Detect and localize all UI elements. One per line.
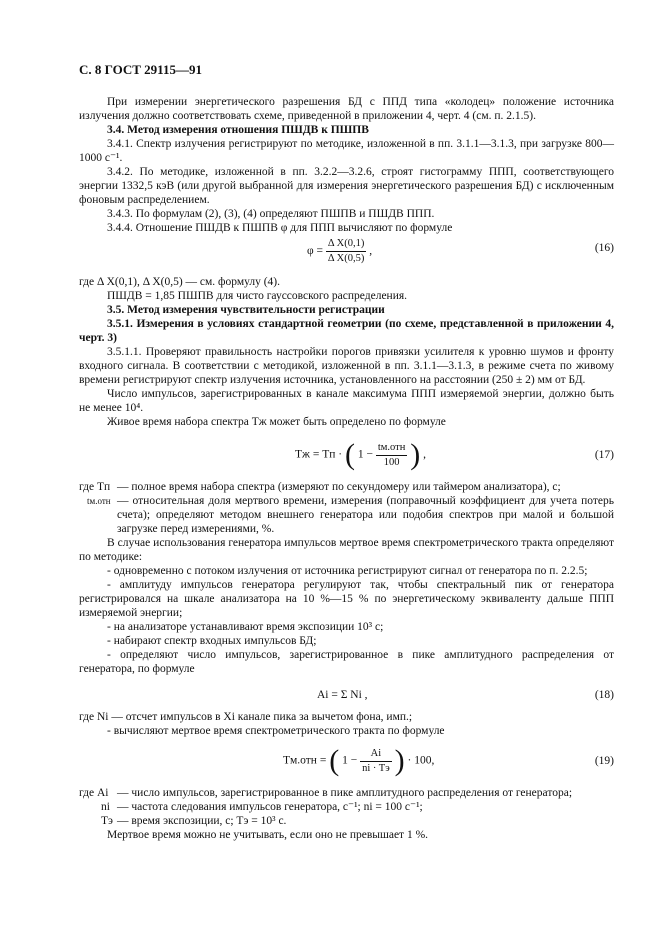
eq16-numerator: Δ X(0,1) xyxy=(326,237,367,252)
eq16-lhs: φ = xyxy=(307,245,323,258)
eq18-number: (18) xyxy=(594,689,614,701)
eq17-lhs: Tж = Tп · xyxy=(295,448,343,461)
paragraph-live: Живое время набора спектра Tж может быть определено по формуле xyxy=(107,416,446,428)
eq17-paren-open: ( xyxy=(344,438,355,471)
eq19-one: 1 − xyxy=(342,754,358,767)
paragraph-3-4-4: 3.4.4. Отношение ПШДВ к ПШПВ φ для ППП вычисляют по формуле xyxy=(107,222,453,234)
text-block-2 xyxy=(79,275,614,429)
eq16-denominator: Δ X(0,5) xyxy=(327,253,365,264)
eq17-denominator: 100 xyxy=(383,456,400,468)
definition-te xyxy=(79,814,614,828)
paragraph-3-4-3: 3.4.3. По формулам (2), (3), (4) определяют ПШПВ и ПШДВ ППП. xyxy=(107,208,435,220)
def-te-symbol: Tэ xyxy=(101,815,113,827)
def-ni-text: — частота следования импульсов генератора, с⁻¹; ni = 100 с⁻¹; xyxy=(117,801,423,813)
eq19-fraction xyxy=(360,747,392,776)
definition-ai xyxy=(79,786,614,800)
def-ai-text: — число импульсов, зарегистрированное в пике амплитудного распределения от генератора; xyxy=(117,787,573,799)
eq19-paren-open: ( xyxy=(329,744,340,777)
eq18-text: Ai = Σ Ni , xyxy=(317,689,368,701)
list-item: - на анализаторе устанавливают время экспозиции 10³ с; xyxy=(107,621,384,633)
def-tp-text: — полное время набора спектра (измеряют по секундомеру или таймером анализатора), с; xyxy=(117,481,561,493)
eq17-one: 1 − xyxy=(357,448,373,461)
paragraph-3-5-1-1: 3.5.1.1. Проверяют правильность настройки порогов привязки усилителя к уровню шумов и фронту входного сигнала. В соответствии с методикой, изложенной в пп. 3.1.1—3.1.3, в режиме счета по живому времени регистрируют спектр излучения источника, установленного на расстоянии (250 ± 2) мм от БД. xyxy=(79,346,614,386)
eq17-paren-close: ) xyxy=(410,438,421,471)
def-ni-symbol: ni xyxy=(101,801,110,813)
paragraph-3-4-1: 3.4.1. Спектр излучения регистрируют по методике, изложенной в пп. 3.1.1—3.1.3, при загрузке 800—1000 с⁻¹. xyxy=(79,138,614,164)
section-heading-3-4: 3.4. Метод измерения отношения ПШДВ к ПШПВ xyxy=(107,124,369,136)
section-heading-3-5-1: 3.5.1. Измерения в условиях стандартной геометрии (по схеме, представленной в приложении 4, черт. 3) xyxy=(79,318,614,344)
eq19-numerator: Ai xyxy=(360,747,392,762)
equation-19 xyxy=(79,746,614,786)
equation-17 xyxy=(79,440,614,480)
list-item: - определяют число импульсов, зарегистрированное в пике амплитудного распределения от генератора, по формуле xyxy=(79,649,614,675)
definition-tp xyxy=(79,480,614,494)
eq16-number: (16) xyxy=(594,242,614,254)
list-item: - набирают спектр входных импульсов БД; xyxy=(107,635,317,647)
paragraph-generator: В случае использования генератора импульсов мертвое время спектрометрического тракта определяют по методике: xyxy=(79,537,614,563)
equation-16 xyxy=(79,233,614,273)
eq17-numerator: tм.отн xyxy=(376,441,408,456)
eq17-tail: , xyxy=(423,448,426,461)
text-block-5 xyxy=(79,786,614,842)
def-te-text: — время экспозиции, с; Tэ = 10³ с. xyxy=(117,815,287,827)
eq16-fraction xyxy=(326,237,367,266)
text-block-1 xyxy=(79,95,614,235)
eq19-number: (19) xyxy=(594,755,614,767)
page-header: С. 8 ГОСТ 29115—91 xyxy=(79,62,202,77)
definition-tm xyxy=(79,494,614,536)
paragraph-count: Число импульсов, зарегистрированных в канале максимума ППП измеряемой энергии, должно быть не менее 10⁴. xyxy=(79,388,614,414)
gauss-note: ПШДВ = 1,85 ПШПВ для чисто гауссовского распределения. xyxy=(107,290,408,302)
eq19-paren-close: ) xyxy=(394,744,405,777)
where-18: где Ni — отсчет импульсов в Xi канале пика за вычетом фона, имп.; xyxy=(79,711,413,723)
list-item: - одновременно с потоком излучения от источника регистрируют сигнал от генератора по п. 2.2.5; xyxy=(107,565,588,577)
text-block-3 xyxy=(79,480,614,676)
eq17-number: (17) xyxy=(594,449,614,461)
def-tm-symbol: tм.отн xyxy=(87,496,111,506)
paragraph: При измерении энергетического разрешения БД с ППД типа «колодец» положение источника излучения должно соответствовать схеме, приведенной в приложении 4, черт. 4 (см. п. 2.1.5). xyxy=(79,96,614,122)
list-item: - амплитуду импульсов генератора регулируют так, чтобы спектральный пик от генератора регистрировался на шкале анализатора на 10 %—15 % по энергетическому эквиваленту дальше ППП измеряемой энергии; xyxy=(79,579,614,619)
eq16-tail: , xyxy=(369,245,373,258)
paragraph-3-4-2: 3.4.2. По методике, изложенной в пп. 3.2.2—3.2.6, строят гистограмму ППП, соответствующего энергии 1332,5 кэВ (или другой выбранной для измерения энергетического разрешения БД) с исключенным фоновым распределением. xyxy=(79,166,614,206)
eq17-fraction xyxy=(376,441,408,470)
eq19-denominator: ni · Tэ xyxy=(362,762,390,774)
def-tp-symbol: где Tп xyxy=(79,481,111,493)
definition-ni xyxy=(79,800,614,814)
def-ai-symbol: где Ai xyxy=(79,787,109,799)
list-item: - вычисляют мертвое время спектрометрического тракта по формуле xyxy=(107,725,445,737)
eq19-tail: · 100, xyxy=(407,754,435,767)
eq19-lhs: Tм.отн = xyxy=(283,754,327,767)
final-paragraph: Мертвое время можно не учитывать, если оно не превышает 1 %. xyxy=(107,829,429,841)
section-heading-3-5: 3.5. Метод измерения чувствительности регистрации xyxy=(107,304,385,316)
where-16: где Δ X(0,1), Δ X(0,5) — см. формулу (4). xyxy=(79,276,281,288)
def-tm-text: — относительная доля мертвого времени, измерения (поправочный коэффициент для учета потерь счета); определяют методом внешнего генератора или подобия спектров при малой и большой загрузке перед измерениями, %. xyxy=(117,495,614,535)
text-block-4 xyxy=(79,710,614,738)
